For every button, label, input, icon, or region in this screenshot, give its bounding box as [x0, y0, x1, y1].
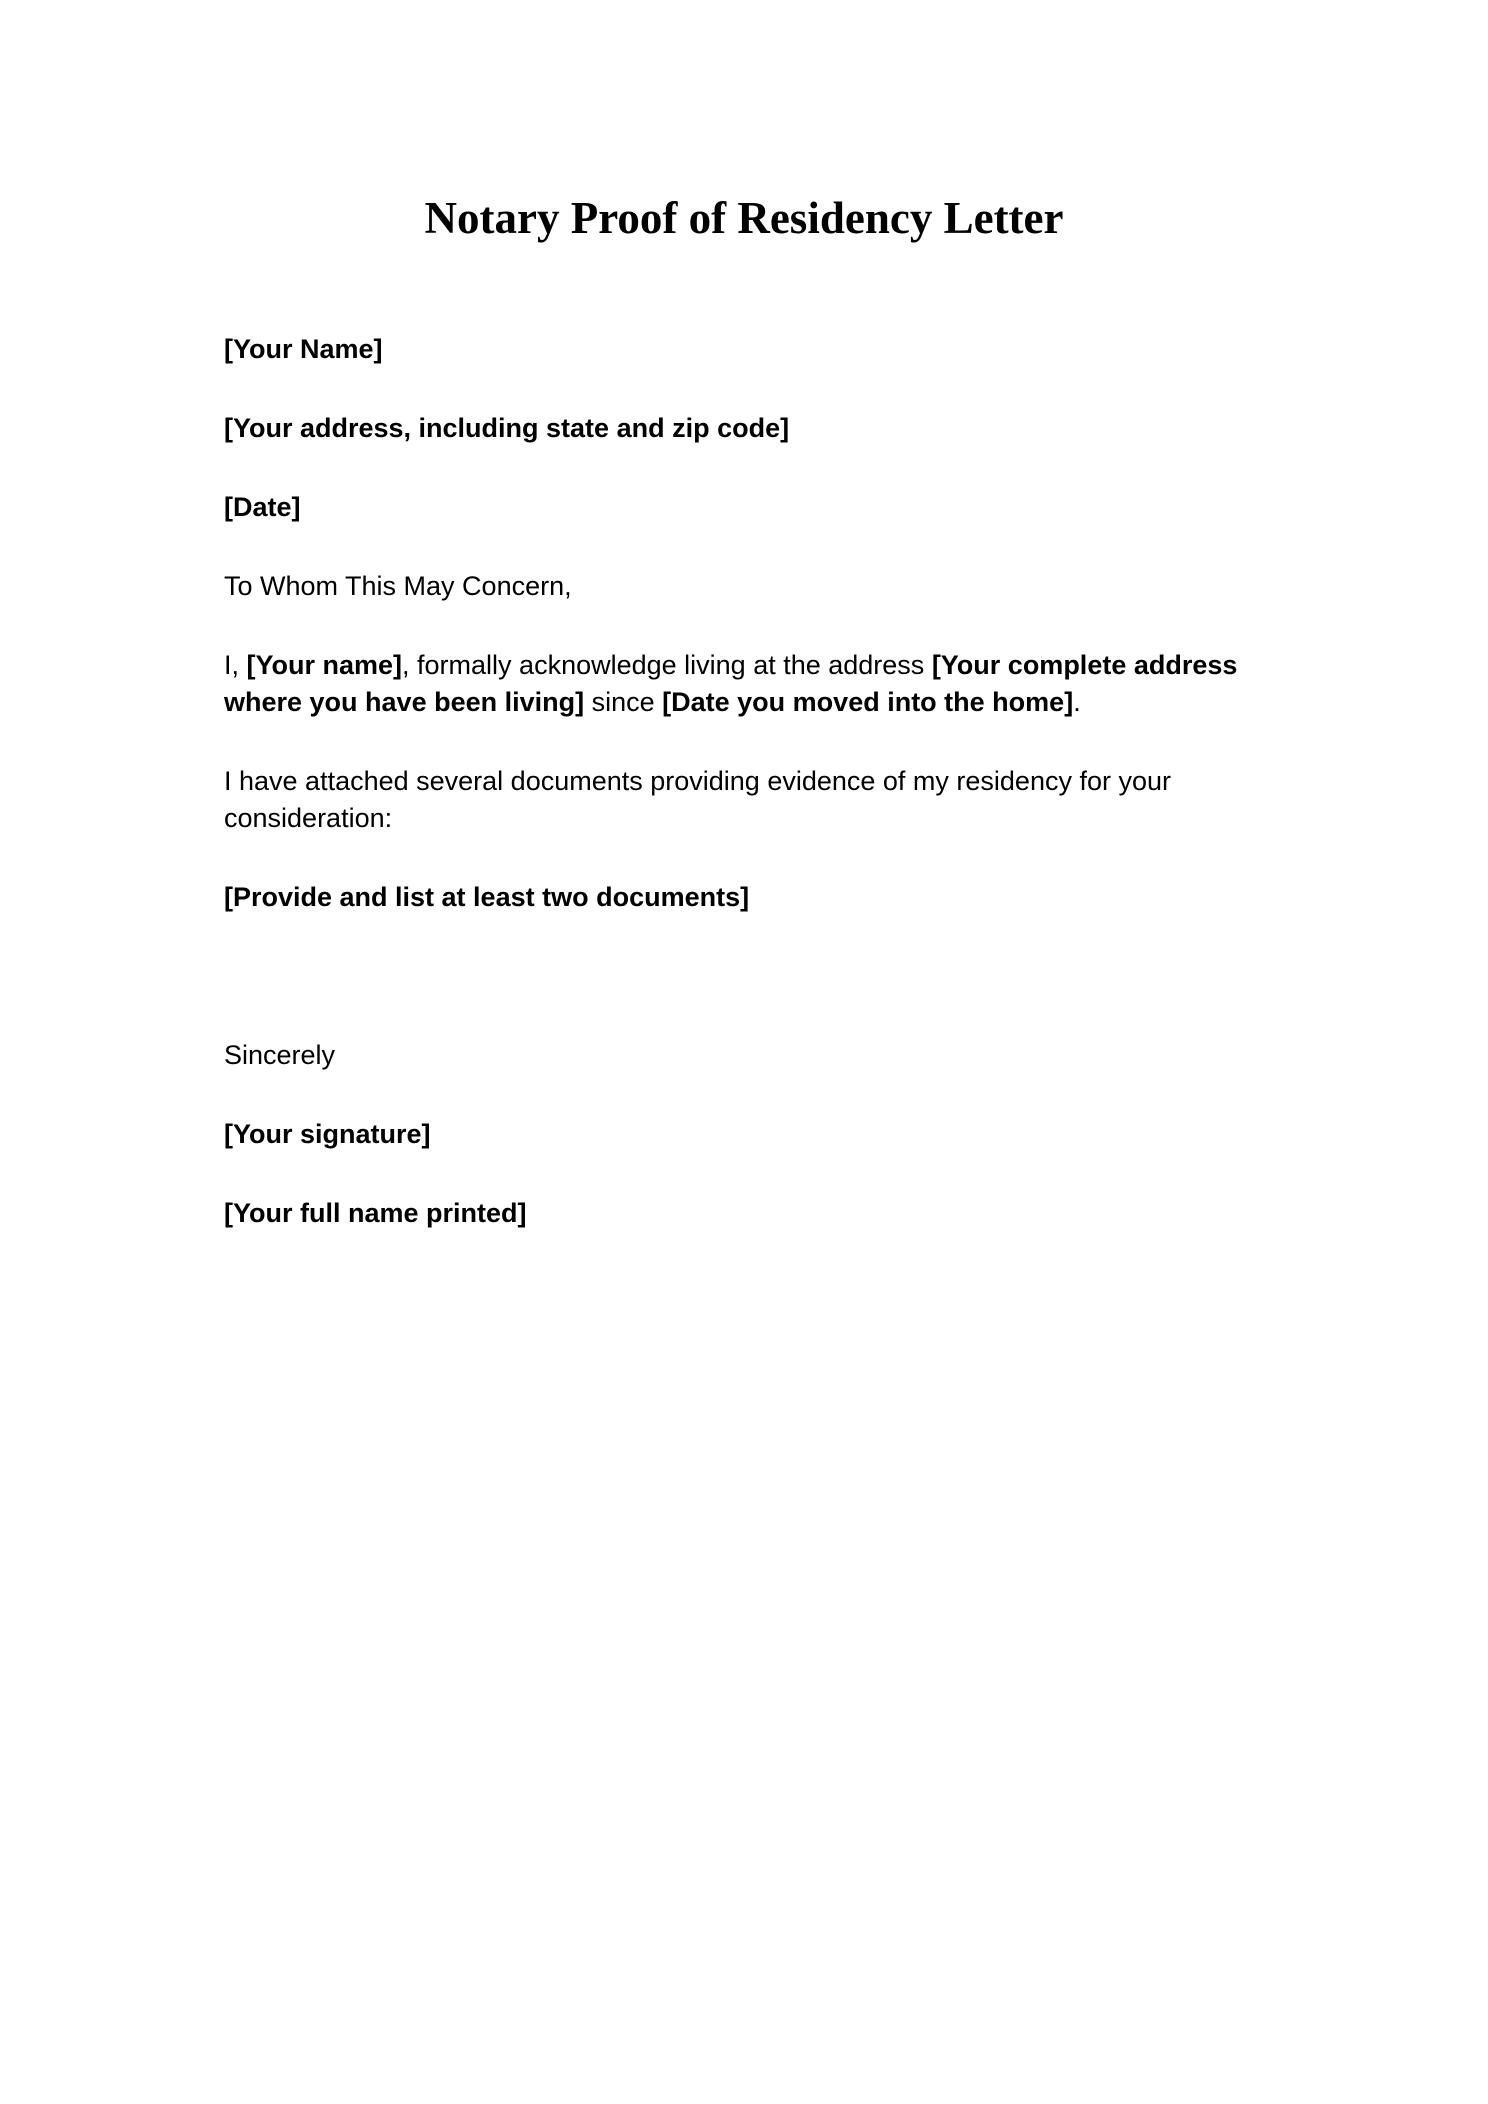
move-in-date-placeholder: [Date you moved into the home] — [662, 687, 1074, 717]
complete-address-placeholder: [Your complete address where you have been living] — [224, 650, 1238, 717]
blank-line-spacer — [224, 958, 1264, 1037]
letter-date-placeholder: [Date] — [224, 492, 301, 522]
sender-address-placeholder: [Your address, including state and zip code] — [224, 413, 790, 443]
your-name-placeholder: [Your name] — [246, 650, 403, 680]
attachments-intro-paragraph: I have attached several documents providing evidence of my residency for your consideration: — [224, 766, 1172, 833]
salutation-line: To Whom This May Concern, — [224, 571, 572, 601]
acknowledgement-paragraph — [224, 647, 1264, 721]
printed-name-placeholder: [Your full name printed] — [224, 1198, 527, 1228]
acknowledgement-segment-intro: I, — [224, 650, 247, 680]
acknowledgement-segment-period: . — [1073, 687, 1081, 717]
acknowledgement-segment-since: since — [584, 687, 663, 717]
closing-line: Sincerely — [224, 1040, 336, 1070]
documents-list-placeholder: [Provide and list at least two documents] — [224, 882, 750, 912]
letter-title: Notary Proof of Residency Letter — [424, 193, 1064, 243]
sender-name-placeholder: [Your Name] — [224, 334, 383, 364]
acknowledgement-segment-middle: , formally acknowledge living at the address — [402, 650, 932, 680]
signature-placeholder: [Your signature] — [224, 1119, 431, 1149]
